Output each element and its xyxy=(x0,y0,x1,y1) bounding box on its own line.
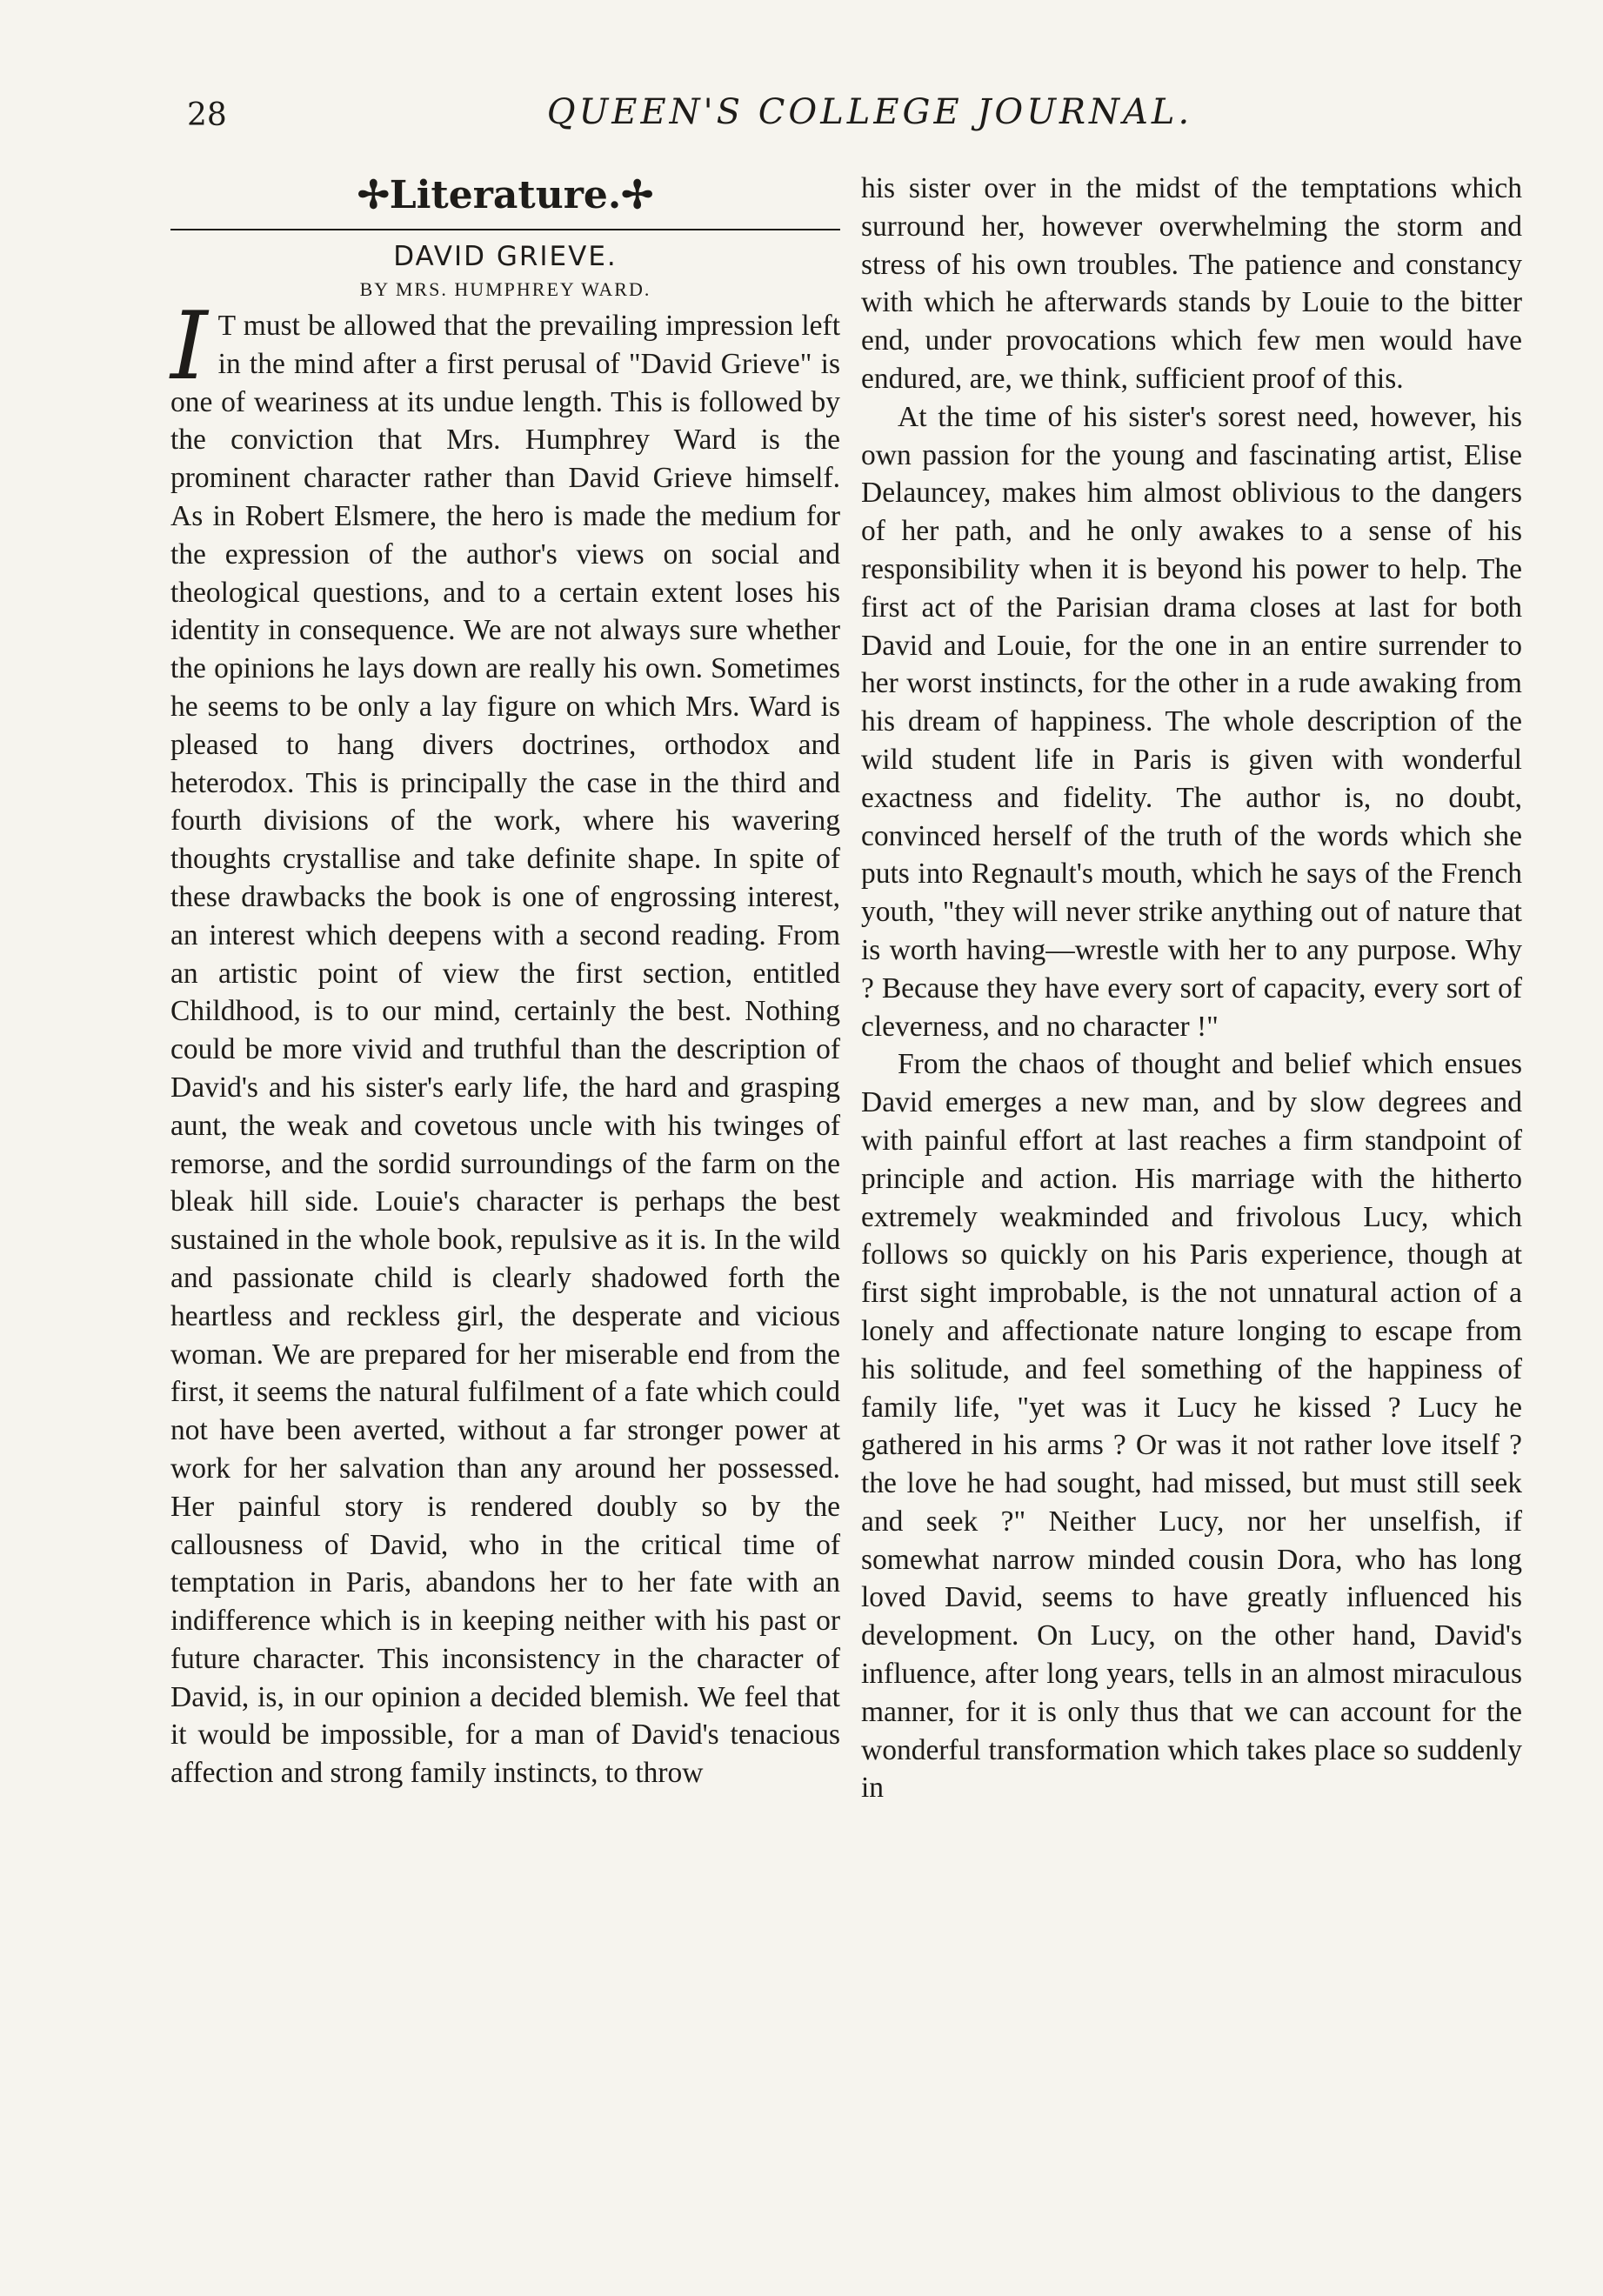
journal-running-head: QUEEN'S COLLEGE JOURNAL. xyxy=(546,92,1193,132)
article-byline: BY MRS. HUMPHREY WARD. xyxy=(359,278,651,300)
article-paragraph: IT must be allowed that the prevailing impression left in the mind after a first perusal of "David Grieve" is one of weariness at its undue length. This is followed by the conviction that Mrs. Humphrey Ward is the prominent character rather than David Grieve himself. As in Robert Elsmere, the hero is made the medium for the expression of the author's views on social and theological questions, and to a certain extent loses his identity in consequence. We are not always sure whether the opinions he lays down are really his own. Sometimes he seems to be only a lay figure on which Mrs. Ward is pleased to hang divers doctrines, orthodox and heterodox. This is principally the case in the third and fourth divisions of the work, where his wavering thoughts crystallise and take definite shape. In spite of these drawbacks the book is one of engrossing interest, an interest which deepens with a second reading. From an artistic point of view the first section, entitled Childhood, is to our mind, certainly the best. Nothing could be more vivid and truthful than the description of David's and his sister's early life, the hard and grasping aunt, the weak and covetous uncle with his twinges of remorse, and the sordid surroundings of the farm on the bleak hill side. Louie's character is perhaps the best sustained in the whole book, repulsive as it is. In the wild and passionate child is clearly shadowed forth the heartless and reckless girl, the desperate and vicious woman. We are prepared for her miserable end from the first, it seems the natural fulfilment of a fate which could not have been averted, without a far stronger power at work for her salvation than any around her possessed. Her painful story is rendered doubly so by the callousness of David, who in the critical time of temptation in Paris, abandons her to her fate with an indifference which is in keeping neither with his past or future character. This inconsistency in the character of David, is, in our opinion a decided blemish. We feel that it would be impossible, for a man of David's tenacious affection and strong family instincts, to throw xyxy=(170,292,840,1790)
article-paragraph: At the time of his sister's sorest need, however, his own passion for the young and fascinating artist, Elise Delauncey, makes him almost oblivious to the dangers of her path, and he only awakes to a sense of his responsibility when it is beyond his power to help. The first act of the Parisian drama closes at last for both David and Louie, for the one in an entire surrender to her worst instincts, for the other in a rude awaking from his dream of happiness. The whole description of the wild student life in Paris is given with wonderful exactness and fidelity. The author is, no doubt, convinced herself of the truth of the words which she puts into Regnault's mouth, which he says of the French youth, "they will never strike anything out of nature that is worth having—wrestle with her to any purpose. Why ? Because they have every sort of capacity, every sort of cleverness, and no character !" xyxy=(861,400,1522,1043)
article-paragraph: From the chaos of thought and belief which ensues David emerges a new man, and by slow degrees and with painful effort at last reaches a firm standpoint of principle and action. His marriage with the hitherto extremely weakminded and frivolous Lucy, which follows so quickly on his Paris experience, though at first sight improbable, is the not unnatural action of a lonely and affectionate nature longing to escape from his solitude, and feel something of the happiness of family life, "yet was it Lucy he kissed ? Lucy he gathered in his arms ? Or was it not rather love itself ? the love he had sought, had missed, but must still seek and seek ?" Neither Lucy, nor her unselfish, if somewhat narrow minded cousin Dora, who has long loved David, seems to have greatly influenced his development. On Lucy, on the other hand, David's influence, after long years, tells in an almost miraculous manner, for it is only thus that we can account for the wonderful transformation which takes place so suddenly in xyxy=(861,1048,1522,1805)
left-column xyxy=(170,170,840,1792)
section-title: Literature. xyxy=(389,173,622,217)
section-heading xyxy=(170,170,840,222)
heading-rule xyxy=(170,229,840,230)
right-column xyxy=(861,170,1522,1807)
article-title: DAVID GRIEVE. xyxy=(393,241,618,272)
page-number: 28 xyxy=(187,97,227,133)
ornament-right-icon: ✢ xyxy=(621,173,654,217)
article-paragraph: his sister over in the midst of the temptations which surround her, however overwhelming the storm and stress of his own troubles. The patience and constancy with which he afterwards stands by Louie to the bitter end, under provocations which few men would have endured, are, we think, sufficient proof of this. xyxy=(861,172,1522,395)
ornament-left-icon: ✢ xyxy=(357,173,390,217)
